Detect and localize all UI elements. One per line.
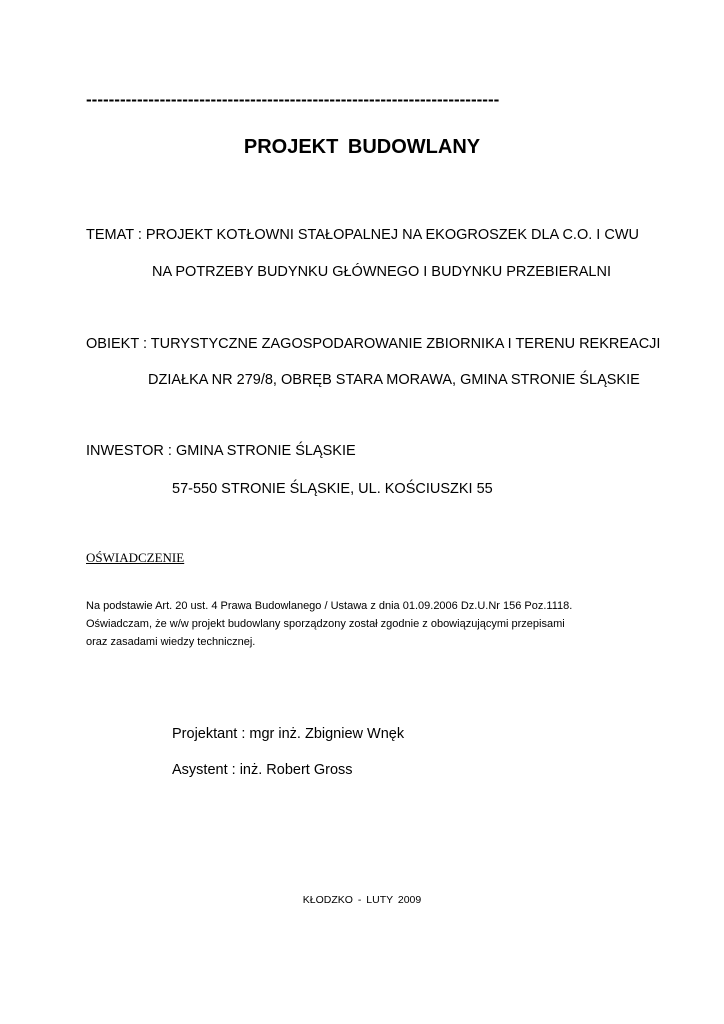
temat-line-2: NA POTRZEBY BUDYNKU GŁÓWNEGO I BUDYNKU PRZEBIERALNI — [152, 264, 611, 280]
declaration-line: Oświadczam, że w/w projekt budowlany sporządzony został zgodnie z obowiązującymi przepisami — [86, 618, 565, 630]
place-date-footer: KŁODZKO - LUTY 2009 — [302, 894, 422, 906]
document-title: PROJEKT BUDOWLANY — [243, 136, 481, 158]
inwestor-line-2: 57-550 STRONIE ŚLĄSKIE, UL. KOŚCIUSZKI 55 — [172, 481, 493, 497]
declaration-line: Na podstawie Art. 20 ust. 4 Prawa Budowlanego / Ustawa z dnia 01.09.2006 Dz.U.Nr 156 Poz.1118. — [86, 600, 573, 612]
declaration-line: oraz zasadami wiedzy technicznej. — [86, 636, 256, 648]
oswiadczenie-heading: OŚWIADCZENIE — [86, 550, 185, 565]
declaration-text — [86, 597, 572, 651]
projektant-signature: Projektant : mgr inż. Zbigniew Wnęk — [172, 726, 405, 742]
asystent-signature: Asystent : inż. Robert Gross — [172, 762, 353, 778]
inwestor-line-1: INWESTOR : GMINA STRONIE ŚLĄSKIE — [86, 443, 356, 459]
temat-line-1: TEMAT : PROJEKT KOTŁOWNI STAŁOPALNEJ NA EKOGROSZEK DLA C.O. I CWU — [86, 227, 639, 243]
top-dash-rule: ------------------------------------------------------------------------- — [86, 90, 500, 109]
obiekt-line-2: DZIAŁKA NR 279/8, OBRĘB STARA MORAWA, GMINA STRONIE ŚLĄSKIE — [148, 372, 640, 388]
obiekt-line-1: OBIEKT : TURYSTYCZNE ZAGOSPODAROWANIE ZBIORNIKA I TERENU REKREACJI — [86, 336, 661, 352]
